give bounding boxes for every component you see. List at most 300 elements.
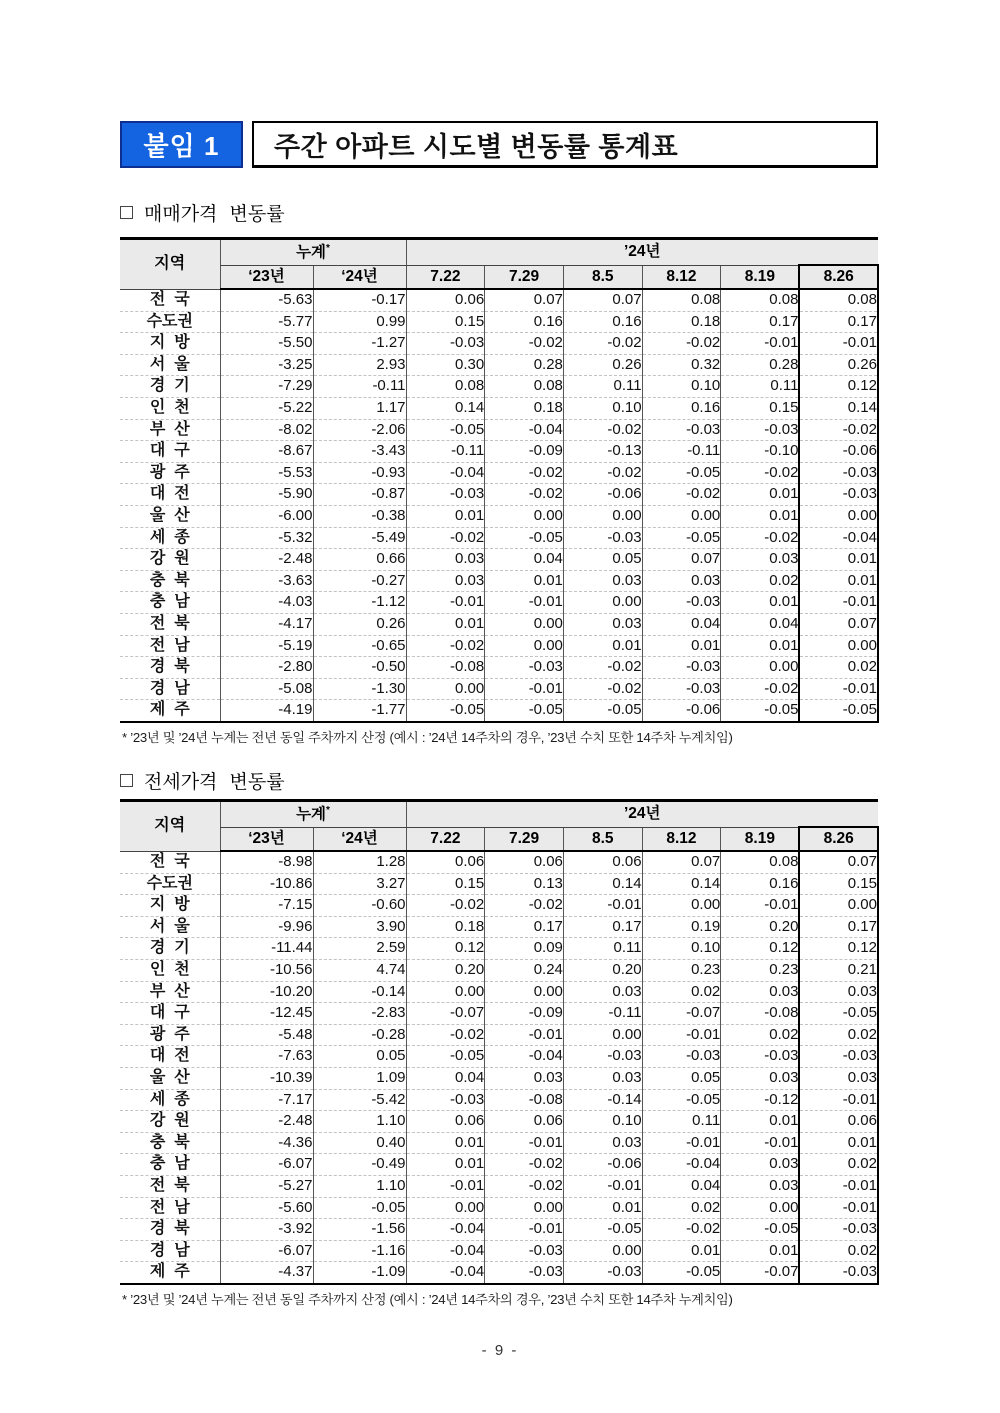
value-cell: -0.28 <box>313 1024 406 1046</box>
region-cell: 충 남 <box>120 592 220 614</box>
value-cell: 0.03 <box>563 981 642 1003</box>
value-cell: -0.02 <box>721 527 800 549</box>
value-cell: 0.00 <box>799 635 878 657</box>
jeonse-price-table-wrap <box>120 799 878 1285</box>
year-2024-group-header-cell: ’24년 <box>406 801 878 828</box>
value-cell: -0.01 <box>485 1132 564 1154</box>
table-row <box>120 1089 878 1111</box>
region-cell: 대 전 <box>120 1046 220 1068</box>
value-cell: -3.43 <box>313 441 406 463</box>
value-cell: -0.03 <box>485 1262 564 1284</box>
value-cell: 0.10 <box>642 938 721 960</box>
week-header-cell: 7.29 <box>485 265 564 289</box>
col-header-24: ‘24년 <box>313 827 406 851</box>
value-cell: -1.09 <box>313 1262 406 1284</box>
value-cell: -0.05 <box>563 700 642 722</box>
value-cell: -0.03 <box>406 1089 485 1111</box>
value-cell: 0.16 <box>563 311 642 333</box>
value-cell: 0.06 <box>406 1111 485 1133</box>
attachment-badge-label: 붙임 1 <box>143 131 220 161</box>
value-cell: 0.12 <box>721 938 800 960</box>
value-cell: -1.30 <box>313 678 406 700</box>
value-cell: 0.19 <box>642 916 721 938</box>
value-cell: 0.20 <box>563 959 642 981</box>
value-cell: 0.08 <box>406 376 485 398</box>
value-cell: 0.16 <box>721 873 800 895</box>
value-cell: 0.18 <box>485 397 564 419</box>
value-cell: 0.01 <box>799 1132 878 1154</box>
value-cell: 0.03 <box>721 981 800 1003</box>
table-row <box>120 1154 878 1176</box>
value-cell: 0.01 <box>485 570 564 592</box>
value-cell: -4.03 <box>220 592 313 614</box>
value-cell: -0.01 <box>721 1132 800 1154</box>
value-cell: 0.03 <box>642 570 721 592</box>
value-cell: -0.02 <box>642 333 721 355</box>
value-cell: -4.37 <box>220 1262 313 1284</box>
value-cell: -5.32 <box>220 527 313 549</box>
value-cell: -0.04 <box>485 1046 564 1068</box>
value-cell: -6.07 <box>220 1154 313 1176</box>
value-cell: -0.05 <box>406 700 485 722</box>
week-header-cell: 8.5 <box>563 827 642 851</box>
value-cell: -0.01 <box>799 1089 878 1111</box>
value-cell: 0.05 <box>642 1067 721 1089</box>
value-cell: 0.00 <box>721 1197 800 1219</box>
value-cell: 0.21 <box>799 959 878 981</box>
value-cell: 0.03 <box>799 981 878 1003</box>
value-cell: -5.60 <box>220 1197 313 1219</box>
week-header-cell: 7.22 <box>406 827 485 851</box>
week-header-cell: 8.19 <box>721 265 800 289</box>
value-cell: -0.05 <box>642 462 721 484</box>
region-cell: 광 주 <box>120 462 220 484</box>
value-cell: -0.11 <box>313 376 406 398</box>
value-cell: -0.06 <box>563 1154 642 1176</box>
week-header-cell: 8.12 <box>642 827 721 851</box>
value-cell: -0.10 <box>721 441 800 463</box>
value-cell: -0.01 <box>485 592 564 614</box>
value-cell: -0.93 <box>313 462 406 484</box>
value-cell: -0.02 <box>406 1024 485 1046</box>
value-cell: 0.00 <box>563 1240 642 1262</box>
value-cell: 2.93 <box>313 354 406 376</box>
value-cell: 0.23 <box>642 959 721 981</box>
value-cell: -0.11 <box>563 1003 642 1025</box>
value-cell: 0.01 <box>642 635 721 657</box>
week-header-cell: 7.29 <box>485 827 564 851</box>
week-header-cell: 8.19 <box>721 827 800 851</box>
value-cell: 0.15 <box>721 397 800 419</box>
region-cell: 지 방 <box>120 333 220 355</box>
value-cell: 0.10 <box>642 376 721 398</box>
value-cell: -0.27 <box>313 570 406 592</box>
value-cell: 0.09 <box>485 938 564 960</box>
value-cell: 4.74 <box>313 959 406 981</box>
region-cell: 강 원 <box>120 1111 220 1133</box>
value-cell: -8.67 <box>220 441 313 463</box>
value-cell: 0.03 <box>563 570 642 592</box>
value-cell: 0.00 <box>721 657 800 679</box>
region-cell: 지 방 <box>120 895 220 917</box>
value-cell: -4.17 <box>220 613 313 635</box>
value-cell: -0.05 <box>563 1219 642 1241</box>
value-cell: 0.12 <box>799 938 878 960</box>
region-cell: 세 종 <box>120 527 220 549</box>
value-cell: 0.02 <box>799 1154 878 1176</box>
value-cell: 0.18 <box>642 311 721 333</box>
value-cell: 0.17 <box>485 916 564 938</box>
value-cell: -0.03 <box>799 484 878 506</box>
value-cell: -0.02 <box>563 462 642 484</box>
value-cell: -0.02 <box>563 657 642 679</box>
value-cell: -1.56 <box>313 1219 406 1241</box>
value-cell: -0.03 <box>642 592 721 614</box>
value-cell: -0.07 <box>642 1003 721 1025</box>
value-cell: -0.02 <box>485 333 564 355</box>
value-cell: 0.01 <box>563 635 642 657</box>
value-cell: 0.01 <box>721 1240 800 1262</box>
value-cell: 0.02 <box>642 981 721 1003</box>
table-row <box>120 505 878 527</box>
value-cell: 0.04 <box>406 1067 485 1089</box>
value-cell: -0.13 <box>563 441 642 463</box>
value-cell: 0.11 <box>721 376 800 398</box>
value-cell: -0.02 <box>642 1219 721 1241</box>
value-cell: 0.17 <box>721 311 800 333</box>
value-cell: -0.01 <box>485 1024 564 1046</box>
value-cell: -0.03 <box>721 1046 800 1068</box>
value-cell: -0.05 <box>642 1089 721 1111</box>
value-cell: -0.05 <box>721 700 800 722</box>
value-cell: 0.00 <box>799 895 878 917</box>
value-cell: 1.09 <box>313 1067 406 1089</box>
value-cell: 0.03 <box>721 1175 800 1197</box>
value-cell: -0.01 <box>721 895 800 917</box>
value-cell: 0.07 <box>642 851 721 873</box>
value-cell: 0.03 <box>721 1154 800 1176</box>
value-cell: -2.80 <box>220 657 313 679</box>
value-cell: -0.02 <box>799 419 878 441</box>
value-cell: -0.01 <box>799 592 878 614</box>
value-cell: 0.28 <box>721 354 800 376</box>
value-cell: -10.20 <box>220 981 313 1003</box>
value-cell: -5.90 <box>220 484 313 506</box>
region-cell: 충 남 <box>120 1154 220 1176</box>
value-cell: 3.90 <box>313 916 406 938</box>
value-cell: 0.07 <box>642 549 721 571</box>
region-cell: 경 기 <box>120 938 220 960</box>
value-cell: -0.06 <box>799 441 878 463</box>
value-cell: -0.01 <box>485 1219 564 1241</box>
value-cell: 0.13 <box>485 873 564 895</box>
value-cell: 0.00 <box>406 678 485 700</box>
value-cell: -0.65 <box>313 635 406 657</box>
value-cell: 0.00 <box>485 613 564 635</box>
value-cell: 0.14 <box>799 397 878 419</box>
value-cell: -12.45 <box>220 1003 313 1025</box>
value-cell: -0.06 <box>642 700 721 722</box>
table-row <box>120 873 878 895</box>
region-cell: 부 산 <box>120 419 220 441</box>
table-row <box>120 289 878 311</box>
region-cell: 강 원 <box>120 549 220 571</box>
value-cell: 0.07 <box>799 613 878 635</box>
section-heading-sale <box>120 199 878 225</box>
table-row <box>120 376 878 398</box>
cumulative-label: 누계 <box>296 243 327 261</box>
value-cell: -0.01 <box>799 1175 878 1197</box>
value-cell: -5.77 <box>220 311 313 333</box>
value-cell: -0.04 <box>406 1262 485 1284</box>
value-cell: -5.08 <box>220 678 313 700</box>
value-cell: 0.05 <box>563 549 642 571</box>
sale-price-table <box>120 237 879 723</box>
table-row <box>120 657 878 679</box>
value-cell: 0.02 <box>721 570 800 592</box>
value-cell: 0.20 <box>406 959 485 981</box>
table-row <box>120 1024 878 1046</box>
value-cell: -10.86 <box>220 873 313 895</box>
value-cell: 0.10 <box>563 397 642 419</box>
table-row <box>120 959 878 981</box>
region-cell: 대 구 <box>120 441 220 463</box>
attachment-badge <box>120 121 243 168</box>
table-row <box>120 484 878 506</box>
value-cell: -5.22 <box>220 397 313 419</box>
table-row <box>120 441 878 463</box>
cumulative-header-cell <box>220 801 406 828</box>
value-cell: -0.06 <box>563 484 642 506</box>
region-cell: 수도권 <box>120 311 220 333</box>
value-cell: -0.08 <box>485 1089 564 1111</box>
value-cell: 0.02 <box>799 1240 878 1262</box>
value-cell: -0.49 <box>313 1154 406 1176</box>
value-cell: -0.05 <box>799 700 878 722</box>
table-row <box>120 1067 878 1089</box>
value-cell: -0.03 <box>642 1046 721 1068</box>
value-cell: -7.17 <box>220 1089 313 1111</box>
value-cell: -0.01 <box>485 678 564 700</box>
value-cell: 0.03 <box>485 1067 564 1089</box>
value-cell: -0.02 <box>721 462 800 484</box>
cumulative-header-cell <box>220 239 406 266</box>
value-cell: -0.02 <box>406 895 485 917</box>
value-cell: -2.48 <box>220 549 313 571</box>
value-cell: -0.05 <box>406 1046 485 1068</box>
value-cell: -7.63 <box>220 1046 313 1068</box>
value-cell: -3.92 <box>220 1219 313 1241</box>
value-cell: -0.04 <box>406 1240 485 1262</box>
region-cell: 제 주 <box>120 700 220 722</box>
region-cell: 전 남 <box>120 1197 220 1219</box>
value-cell: 0.26 <box>313 613 406 635</box>
value-cell: -0.03 <box>485 1240 564 1262</box>
region-cell: 수도권 <box>120 873 220 895</box>
value-cell: -0.09 <box>485 1003 564 1025</box>
value-cell: -0.03 <box>799 1046 878 1068</box>
region-cell: 경 북 <box>120 1219 220 1241</box>
value-cell: -0.04 <box>799 527 878 549</box>
region-cell: 세 종 <box>120 1089 220 1111</box>
region-cell: 경 남 <box>120 1240 220 1262</box>
value-cell: 0.05 <box>313 1046 406 1068</box>
value-cell: 0.15 <box>799 873 878 895</box>
value-cell: 0.08 <box>485 376 564 398</box>
value-cell: 0.99 <box>313 311 406 333</box>
value-cell: -7.29 <box>220 376 313 398</box>
section-title-jeonse: 전세가격 변동률 <box>144 770 285 793</box>
value-cell: 0.01 <box>406 1154 485 1176</box>
value-cell: -5.27 <box>220 1175 313 1197</box>
value-cell: 0.12 <box>406 938 485 960</box>
jeonse-price-table <box>120 799 879 1285</box>
value-cell: -0.01 <box>799 678 878 700</box>
sale-price-table-body <box>120 289 878 722</box>
region-cell: 경 기 <box>120 376 220 398</box>
value-cell: -3.25 <box>220 354 313 376</box>
value-cell: -10.56 <box>220 959 313 981</box>
value-cell: -0.02 <box>406 635 485 657</box>
value-cell: -0.03 <box>642 419 721 441</box>
value-cell: 0.00 <box>563 592 642 614</box>
table-row <box>120 678 878 700</box>
value-cell: 0.23 <box>721 959 800 981</box>
value-cell: 0.01 <box>721 1111 800 1133</box>
value-cell: -0.08 <box>721 1003 800 1025</box>
table-row <box>120 613 878 635</box>
value-cell: 0.03 <box>721 1067 800 1089</box>
value-cell: 0.24 <box>485 959 564 981</box>
value-cell: 0.07 <box>485 289 564 311</box>
region-cell: 전 국 <box>120 289 220 311</box>
value-cell: -2.48 <box>220 1111 313 1133</box>
value-cell: 0.06 <box>485 1111 564 1133</box>
value-cell: -0.03 <box>642 657 721 679</box>
jeonse-price-table-body <box>120 851 878 1284</box>
value-cell: 0.03 <box>563 1132 642 1154</box>
table-row <box>120 1197 878 1219</box>
table-row <box>120 938 878 960</box>
value-cell: 0.01 <box>406 505 485 527</box>
table-row <box>120 592 878 614</box>
value-cell: 0.02 <box>799 657 878 679</box>
region-cell: 대 전 <box>120 484 220 506</box>
region-cell: 울 산 <box>120 1067 220 1089</box>
value-cell: -6.00 <box>220 505 313 527</box>
value-cell: -0.04 <box>642 1154 721 1176</box>
col-header-23: ‘23년 <box>220 265 313 289</box>
region-cell: 전 북 <box>120 1175 220 1197</box>
table-row <box>120 1175 878 1197</box>
value-cell: 0.04 <box>721 613 800 635</box>
value-cell: 0.01 <box>721 635 800 657</box>
value-cell: -6.07 <box>220 1240 313 1262</box>
value-cell: 0.14 <box>642 873 721 895</box>
table-row <box>120 981 878 1003</box>
cumulative-label: 누계 <box>296 805 327 823</box>
value-cell: 0.08 <box>642 289 721 311</box>
value-cell: -0.04 <box>485 419 564 441</box>
value-cell: -0.05 <box>642 1262 721 1284</box>
value-cell: -5.48 <box>220 1024 313 1046</box>
week-header-cell: 8.12 <box>642 265 721 289</box>
value-cell: 0.00 <box>485 981 564 1003</box>
document-header <box>120 121 878 168</box>
table-row <box>120 570 878 592</box>
value-cell: -0.01 <box>563 1175 642 1197</box>
cumulative-asterisk: * <box>326 804 330 816</box>
region-cell: 전 국 <box>120 851 220 873</box>
value-cell: -0.02 <box>485 484 564 506</box>
value-cell: 0.03 <box>563 1067 642 1089</box>
value-cell: 0.00 <box>485 505 564 527</box>
value-cell: -0.08 <box>406 657 485 679</box>
value-cell: 0.06 <box>406 851 485 873</box>
week-header-cell-latest: 8.26 <box>799 265 878 289</box>
value-cell: -0.03 <box>563 1046 642 1068</box>
value-cell: 0.16 <box>642 397 721 419</box>
value-cell: 0.30 <box>406 354 485 376</box>
region-header-cell: 지역 <box>120 801 220 852</box>
table-row <box>120 916 878 938</box>
value-cell: -0.01 <box>799 1197 878 1219</box>
value-cell: -5.42 <box>313 1089 406 1111</box>
region-cell: 대 구 <box>120 1003 220 1025</box>
value-cell: -1.12 <box>313 592 406 614</box>
value-cell: -0.02 <box>485 895 564 917</box>
table-row <box>120 895 878 917</box>
region-cell: 전 남 <box>120 635 220 657</box>
value-cell: -2.83 <box>313 1003 406 1025</box>
value-cell: 0.03 <box>563 613 642 635</box>
year-2024-group-header-cell: ’24년 <box>406 239 878 266</box>
value-cell: -0.01 <box>563 895 642 917</box>
value-cell: -0.01 <box>642 1024 721 1046</box>
value-cell: -0.02 <box>485 1154 564 1176</box>
region-cell: 충 북 <box>120 1132 220 1154</box>
region-cell: 서 울 <box>120 916 220 938</box>
value-cell: 0.07 <box>799 851 878 873</box>
value-cell: 0.10 <box>563 1111 642 1133</box>
value-cell: -0.87 <box>313 484 406 506</box>
value-cell: -0.11 <box>642 441 721 463</box>
value-cell: -7.15 <box>220 895 313 917</box>
sale-price-table-wrap <box>120 237 878 723</box>
value-cell: 0.00 <box>799 505 878 527</box>
value-cell: -0.02 <box>485 1175 564 1197</box>
document-title-box <box>252 121 878 168</box>
value-cell: 0.01 <box>799 549 878 571</box>
value-cell: 0.08 <box>721 289 800 311</box>
region-cell: 광 주 <box>120 1024 220 1046</box>
region-cell: 인 천 <box>120 397 220 419</box>
value-cell: 0.04 <box>485 549 564 571</box>
week-header-cell: 8.5 <box>563 265 642 289</box>
value-cell: 0.03 <box>799 1067 878 1089</box>
table-row <box>120 1262 878 1284</box>
value-cell: 0.40 <box>313 1132 406 1154</box>
value-cell: 0.26 <box>563 354 642 376</box>
value-cell: -0.05 <box>313 1197 406 1219</box>
value-cell: -0.05 <box>642 527 721 549</box>
value-cell: -0.01 <box>799 333 878 355</box>
value-cell: -0.05 <box>406 419 485 441</box>
value-cell: 1.10 <box>313 1175 406 1197</box>
value-cell: -2.06 <box>313 419 406 441</box>
value-cell: 0.01 <box>721 484 800 506</box>
value-cell: -0.38 <box>313 505 406 527</box>
